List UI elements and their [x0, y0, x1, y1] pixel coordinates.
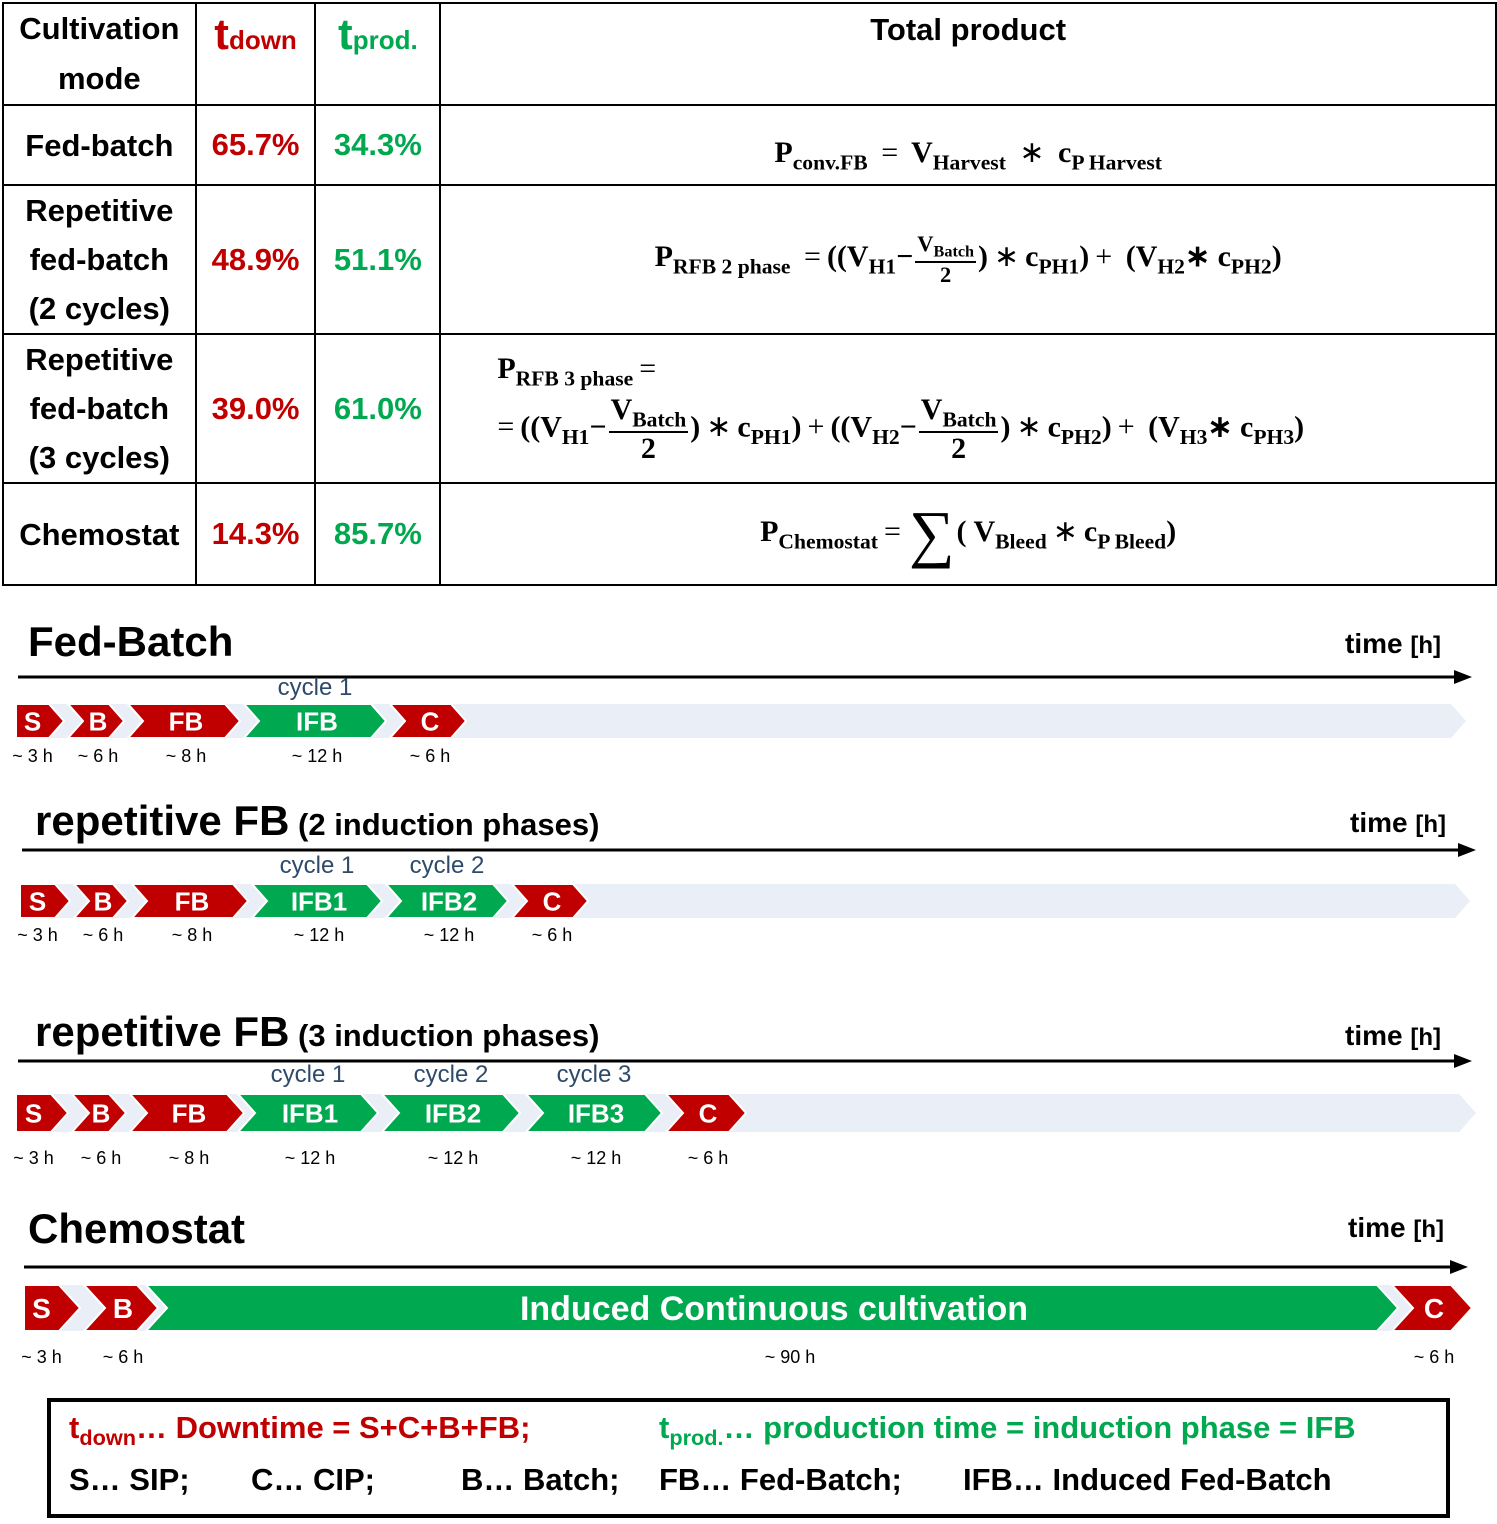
timeline-title: repetitive FB (2 induction phases) — [35, 797, 600, 844]
time-axis-label: time [h] — [1350, 807, 1447, 838]
phase-label: B — [91, 1098, 111, 1129]
timeline-title: Chemostat — [28, 1205, 246, 1252]
formula-rfb-3-phase-line2: = (($V_{H1}-$ $\frac{V_{Batch}}{2}$ ) ∗ $c_{PH1}) + ((V_{H2}-$ $\frac{V_{Batch}}{2}$ ) ∗ $c_{PH2}$) + ($V_{H3}∗$ $c_{PH3}$) — [497, 392, 1305, 466]
sum-icon: ∑ — [908, 498, 955, 570]
phase-label: S — [32, 1293, 51, 1325]
phase-label: S — [23, 706, 42, 737]
legend-item: C… CIP; — [251, 1462, 375, 1497]
mode-line: fed-batch — [29, 242, 170, 277]
phase-label: IFB1 — [290, 886, 348, 917]
phase-label: IFB1 — [281, 1098, 339, 1129]
time-axis-label: time [h] — [1348, 1212, 1445, 1243]
phase-label: B — [93, 886, 113, 917]
mode-line: Repetitive — [25, 193, 174, 228]
phase-label: B — [88, 706, 108, 737]
t-prod-cell: 85.7% — [315, 483, 440, 585]
time-axis-label: time [h] — [1345, 628, 1442, 659]
phase-duration: ~ 6 h — [82, 925, 124, 945]
phase-label: IFB3 — [567, 1098, 625, 1129]
phase-label: FB — [168, 706, 204, 737]
t-down-cell: 39.0% — [196, 334, 316, 483]
formula-rfb-2-phase: $P_{RFB 2 phase} = ((V_{H1}-$ $\frac{V_{Batch}}{2}$ ) ∗ $c_{PH1}$) + ($V_{H2}∗$ $c_{PH2}$) — [654, 231, 1282, 288]
cycle-label: cycle 1 — [279, 852, 355, 879]
phase-duration: ~ 3 h — [17, 925, 58, 945]
header-t-down-base: t — [214, 10, 229, 59]
t-prod-cell: 51.1% — [315, 185, 440, 334]
phase-duration: ~ 3 h — [21, 1347, 62, 1367]
cycle-label: cycle 3 — [556, 1061, 632, 1088]
time-axis-arrowhead — [1454, 1054, 1472, 1068]
formula-chemostat: $P_{Chemostat}$ = ∑( $V_{Bleed}$ ∗ $c_{P Bleed}$) — [760, 498, 1177, 570]
phase-label: B — [112, 1293, 134, 1325]
phase-duration: ~ 6 h — [77, 746, 119, 766]
t-prod-cell: 61.0% — [315, 334, 440, 483]
phase-label: FB — [171, 1098, 207, 1129]
phase-duration: ~ 8 h — [168, 1148, 210, 1168]
header-mode-line1: Cultivation — [19, 11, 180, 46]
phase-label: C — [698, 1098, 718, 1129]
phase-label: C — [1423, 1293, 1445, 1325]
phase-duration: ~ 12 h — [284, 1148, 336, 1168]
phase-label: IFB — [296, 706, 338, 737]
legend-item: FB… Fed-Batch; — [659, 1462, 902, 1497]
legend-item: S… SIP; — [69, 1462, 190, 1497]
mode-line: Fed-batch — [25, 127, 174, 163]
phase-duration: ~ 8 h — [165, 746, 207, 766]
t-down-cell: 14.3% — [196, 483, 316, 585]
phase-duration: ~ 3 h — [13, 1148, 54, 1168]
timeline-title: Fed-Batch — [28, 618, 234, 665]
mode-line: (2 cycles) — [28, 291, 170, 326]
legend-t-prod: $t_{prod.}\dots$ production time = induction phase = IFB — [659, 1410, 1356, 1451]
mode-line: Repetitive — [25, 342, 174, 377]
header-t-down-sub: down — [228, 25, 297, 55]
phase-duration: ~ 12 h — [291, 746, 343, 766]
cycle-label: cycle 2 — [413, 1061, 489, 1088]
phase-duration: ~ 12 h — [423, 925, 475, 945]
phase-duration: ~ 8 h — [171, 925, 213, 945]
header-t-prod-base: t — [338, 10, 353, 59]
phase-label: IFB2 — [420, 886, 478, 917]
phase-duration: ~ 6 h — [80, 1148, 122, 1168]
cycle-label: cycle 1 — [277, 674, 353, 701]
phase-duration: ~ 90 h — [764, 1347, 816, 1367]
legend-t-down: $t_{down}\dots$ Downtime = S+C+B+FB; — [69, 1410, 531, 1451]
formula-conv-fb: $P_{conv.FB} = V_{Harvest}$ ∗ $c_{P Harvest}$ — [774, 135, 1162, 175]
header-mode-line2: mode — [57, 61, 141, 96]
header-total-product: Total product — [440, 3, 1496, 105]
t-prod-cell: 34.3% — [315, 105, 440, 185]
phase-duration: ~ 12 h — [293, 925, 345, 945]
phase-duration: ~ 12 h — [570, 1148, 622, 1168]
phase-label: S — [28, 886, 47, 917]
mode-line: fed-batch — [29, 391, 170, 426]
phase-label: Induced Continuous cultivation — [519, 1290, 1029, 1329]
formula-rfb-3-phase-line1: $P_{RFB 3 phase}$ = — [497, 352, 657, 391]
phase-label: S — [24, 1098, 43, 1129]
mode-line: (3 cycles) — [28, 440, 170, 475]
mode-line: Chemostat — [19, 516, 180, 552]
phase-duration: ~ 3 h — [12, 746, 53, 766]
cycle-label: cycle 2 — [409, 852, 485, 879]
phase-label: FB — [174, 886, 210, 917]
time-axis-arrowhead — [1454, 670, 1472, 684]
time-axis-arrowhead — [1450, 1260, 1468, 1274]
phase-duration: ~ 6 h — [409, 746, 451, 766]
time-axis-arrowhead — [1458, 843, 1476, 857]
t-down-cell: 65.7% — [196, 105, 316, 185]
timeline-title: repetitive FB (3 induction phases) — [35, 1008, 600, 1055]
header-t-prod-sub: prod. — [352, 25, 418, 55]
phase-duration: ~ 6 h — [687, 1148, 729, 1168]
phase-duration: ~ 12 h — [427, 1148, 479, 1168]
phase-label: IFB2 — [424, 1098, 482, 1129]
time-axis-label: time [h] — [1345, 1020, 1442, 1051]
cycle-label: cycle 1 — [270, 1061, 346, 1088]
phase-duration: ~ 6 h — [1413, 1347, 1455, 1367]
phase-label: C — [420, 706, 440, 737]
phase-duration: ~ 6 h — [102, 1347, 144, 1367]
t-down-cell: 48.9% — [196, 185, 316, 334]
phase-label: C — [542, 886, 562, 917]
phase-duration: ~ 6 h — [531, 925, 573, 945]
legend-item: B… Batch; — [461, 1462, 620, 1497]
legend-box — [47, 1398, 1450, 1518]
legend-item: IFB… Induced Fed-Batch — [963, 1462, 1332, 1497]
